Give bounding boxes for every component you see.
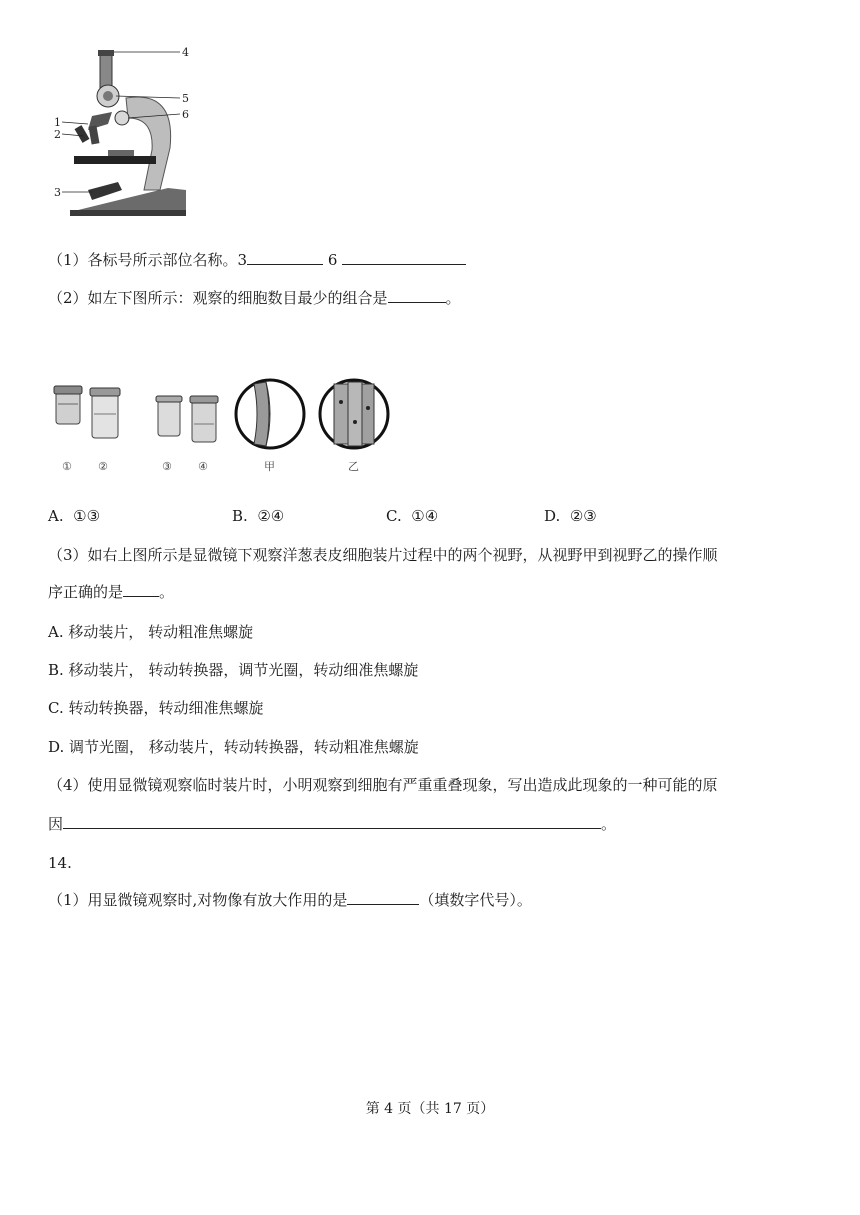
option-d-text: ②③ bbox=[569, 507, 597, 525]
caption-2: ② bbox=[98, 460, 108, 473]
caption-4: ④ bbox=[198, 460, 208, 473]
option-b-text: ②④ bbox=[257, 507, 285, 525]
answer-blank-q3[interactable] bbox=[123, 582, 159, 597]
objective-4-icon bbox=[190, 396, 218, 442]
option-c-text: ①④ bbox=[411, 507, 439, 525]
question-4-line1: （4）使用显微镜观察临时装片时，小明观察到细胞有严重重叠现象，写出造成此现象的一种可能的原 bbox=[48, 776, 718, 794]
question-1 bbox=[48, 250, 466, 270]
caption-1: ① bbox=[62, 460, 72, 473]
caption-3: ③ bbox=[162, 460, 172, 473]
question-14-number: 14. bbox=[48, 854, 72, 872]
microscope-figure bbox=[48, 40, 208, 220]
field-of-view-yi bbox=[320, 380, 388, 448]
option-a-text: ①③ bbox=[73, 507, 101, 525]
question-14-part1 bbox=[48, 890, 532, 910]
q2-end: 。 bbox=[445, 289, 461, 307]
option-c[interactable] bbox=[386, 506, 438, 526]
caption-jia: 甲 bbox=[264, 460, 275, 473]
lens-figure bbox=[48, 352, 398, 482]
eyepiece-1-icon bbox=[54, 386, 82, 424]
q3-option-a[interactable]: A. 移动装片， 转动粗准焦螺旋 bbox=[48, 623, 254, 641]
answer-blank-q2[interactable] bbox=[388, 288, 446, 303]
q1-mid: 6 bbox=[323, 251, 343, 269]
question-3-line2 bbox=[48, 582, 174, 602]
answer-blank-3[interactable] bbox=[247, 250, 323, 265]
answer-blank-q14[interactable] bbox=[347, 890, 419, 905]
option-b[interactable] bbox=[232, 506, 284, 526]
q1-prefix: （1）各标号所示部位名称。3 bbox=[48, 251, 248, 269]
q4-line2-text: 因 bbox=[48, 815, 64, 833]
option-d[interactable] bbox=[544, 506, 597, 526]
option-b-letter: B. bbox=[232, 507, 248, 525]
q2-text: （2）如左下图所示：观察的细胞数目最少的组合是 bbox=[48, 289, 388, 307]
objective-3-icon bbox=[156, 396, 182, 436]
q3-option-b[interactable]: B. 移动装片， 转动转换器，调节光圈，转动细准焦螺旋 bbox=[48, 661, 419, 679]
caption-yi: 乙 bbox=[348, 460, 359, 473]
label-3: 3 bbox=[54, 186, 61, 199]
label-2: 2 bbox=[54, 128, 61, 141]
label-4: 4 bbox=[182, 46, 189, 59]
eyepiece-2-icon bbox=[90, 388, 120, 438]
question-2 bbox=[48, 288, 461, 308]
q14-text: （1）用显微镜观察时,对物像有放大作用的是 bbox=[48, 891, 348, 909]
q3-option-c[interactable]: C. 转动转换器，转动细准焦螺旋 bbox=[48, 699, 264, 717]
option-d-letter: D. bbox=[544, 507, 561, 525]
option-a[interactable] bbox=[48, 506, 100, 526]
label-1: 1 bbox=[54, 116, 61, 129]
q4-end: 。 bbox=[601, 815, 617, 833]
question-3-line1: （3）如右上图所示是显微镜下观察洋葱表皮细胞装片过程中的两个视野，从视野甲到视野乙的操作顺 bbox=[48, 546, 718, 564]
option-c-letter: C. bbox=[386, 507, 402, 525]
label-5: 5 bbox=[182, 92, 189, 105]
answer-blank-6[interactable] bbox=[342, 250, 466, 265]
q3-line2-text: 序正确的是 bbox=[48, 583, 124, 601]
page-footer: 第 4 页（共 17 页） bbox=[365, 1101, 495, 1117]
answer-blank-q4[interactable] bbox=[63, 814, 601, 829]
label-6: 6 bbox=[182, 108, 189, 121]
q3-option-d[interactable]: D. 调节光圈， 移动装片，转动转换器，转动粗准焦螺旋 bbox=[48, 738, 419, 756]
option-a-letter: A. bbox=[48, 507, 64, 525]
field-of-view-jia bbox=[236, 380, 304, 448]
q3-end: 。 bbox=[159, 583, 175, 601]
question-4-line2 bbox=[48, 814, 616, 834]
q14-end: （填数字代号）。 bbox=[419, 891, 532, 909]
